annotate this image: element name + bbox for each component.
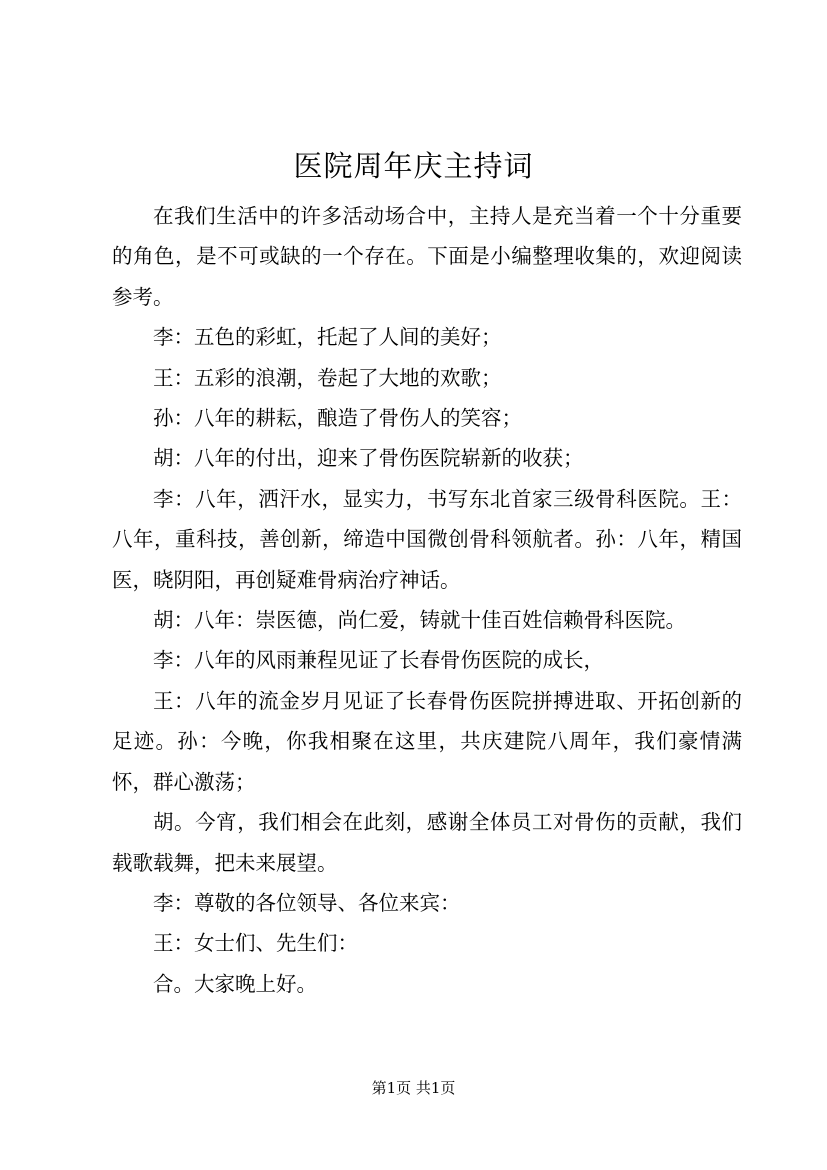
paragraph-intro: 在我们生活中的许多活动场合中，主持人是充当着一个十分重要的角色，是不可或缺的一个存在。下面是小编整理收集的，欢迎阅读参考。 xyxy=(112,204,742,309)
paragraph-line: 王：八年的流金岁月见证了长春骨伤医院拼搏进取、开拓创新的足迹。孙：今晚，你我相聚在这里，共庆建院八周年，我们豪情满怀，群心激荡； xyxy=(112,688,742,794)
paragraph-line: 胡：八年：崇医德，尚仁爱，铸就十佳百姓信赖骨科医院。 xyxy=(153,608,686,633)
paragraph-line: 胡。今宵，我们相会在此刻，感谢全体员工对骨伤的贡献，我们载歌载舞，把未来展望。 xyxy=(112,810,742,875)
paragraph-line: 王：五彩的浪潮，卷起了大地的欢歌； xyxy=(153,365,502,390)
paragraph-line: 王：女士们、先生们： xyxy=(153,931,358,956)
page-number-footer: 第1页 共1页 xyxy=(371,1079,456,1097)
document-title: 医院周年庆主持词 xyxy=(293,149,534,183)
paragraph-line: 孙：八年的耕耘，酿造了骨伤人的笑容； xyxy=(153,406,522,431)
paragraph-line: 胡：八年的付出，迎来了骨伤医院崭新的收获； xyxy=(153,446,584,471)
paragraph-line: 合。大家晚上好。 xyxy=(153,971,317,996)
paragraph-line: 李：八年，洒汗水，显实力，书写东北首家三级骨科医院。王：八年，重科技，善创新，缔造中国微创骨科领航者。孙：八年，精国医，晓阴阳，再创疑难骨病治疗神话。 xyxy=(112,486,742,592)
paragraph-line: 李：尊敬的各位领导、各位来宾： xyxy=(153,890,461,915)
paragraph-line: 李：五色的彩虹，托起了人间的美好； xyxy=(153,325,502,350)
document-body xyxy=(112,196,742,1004)
paragraph-line: 李：八年的风雨兼程见证了长春骨伤医院的成长， xyxy=(153,648,604,673)
